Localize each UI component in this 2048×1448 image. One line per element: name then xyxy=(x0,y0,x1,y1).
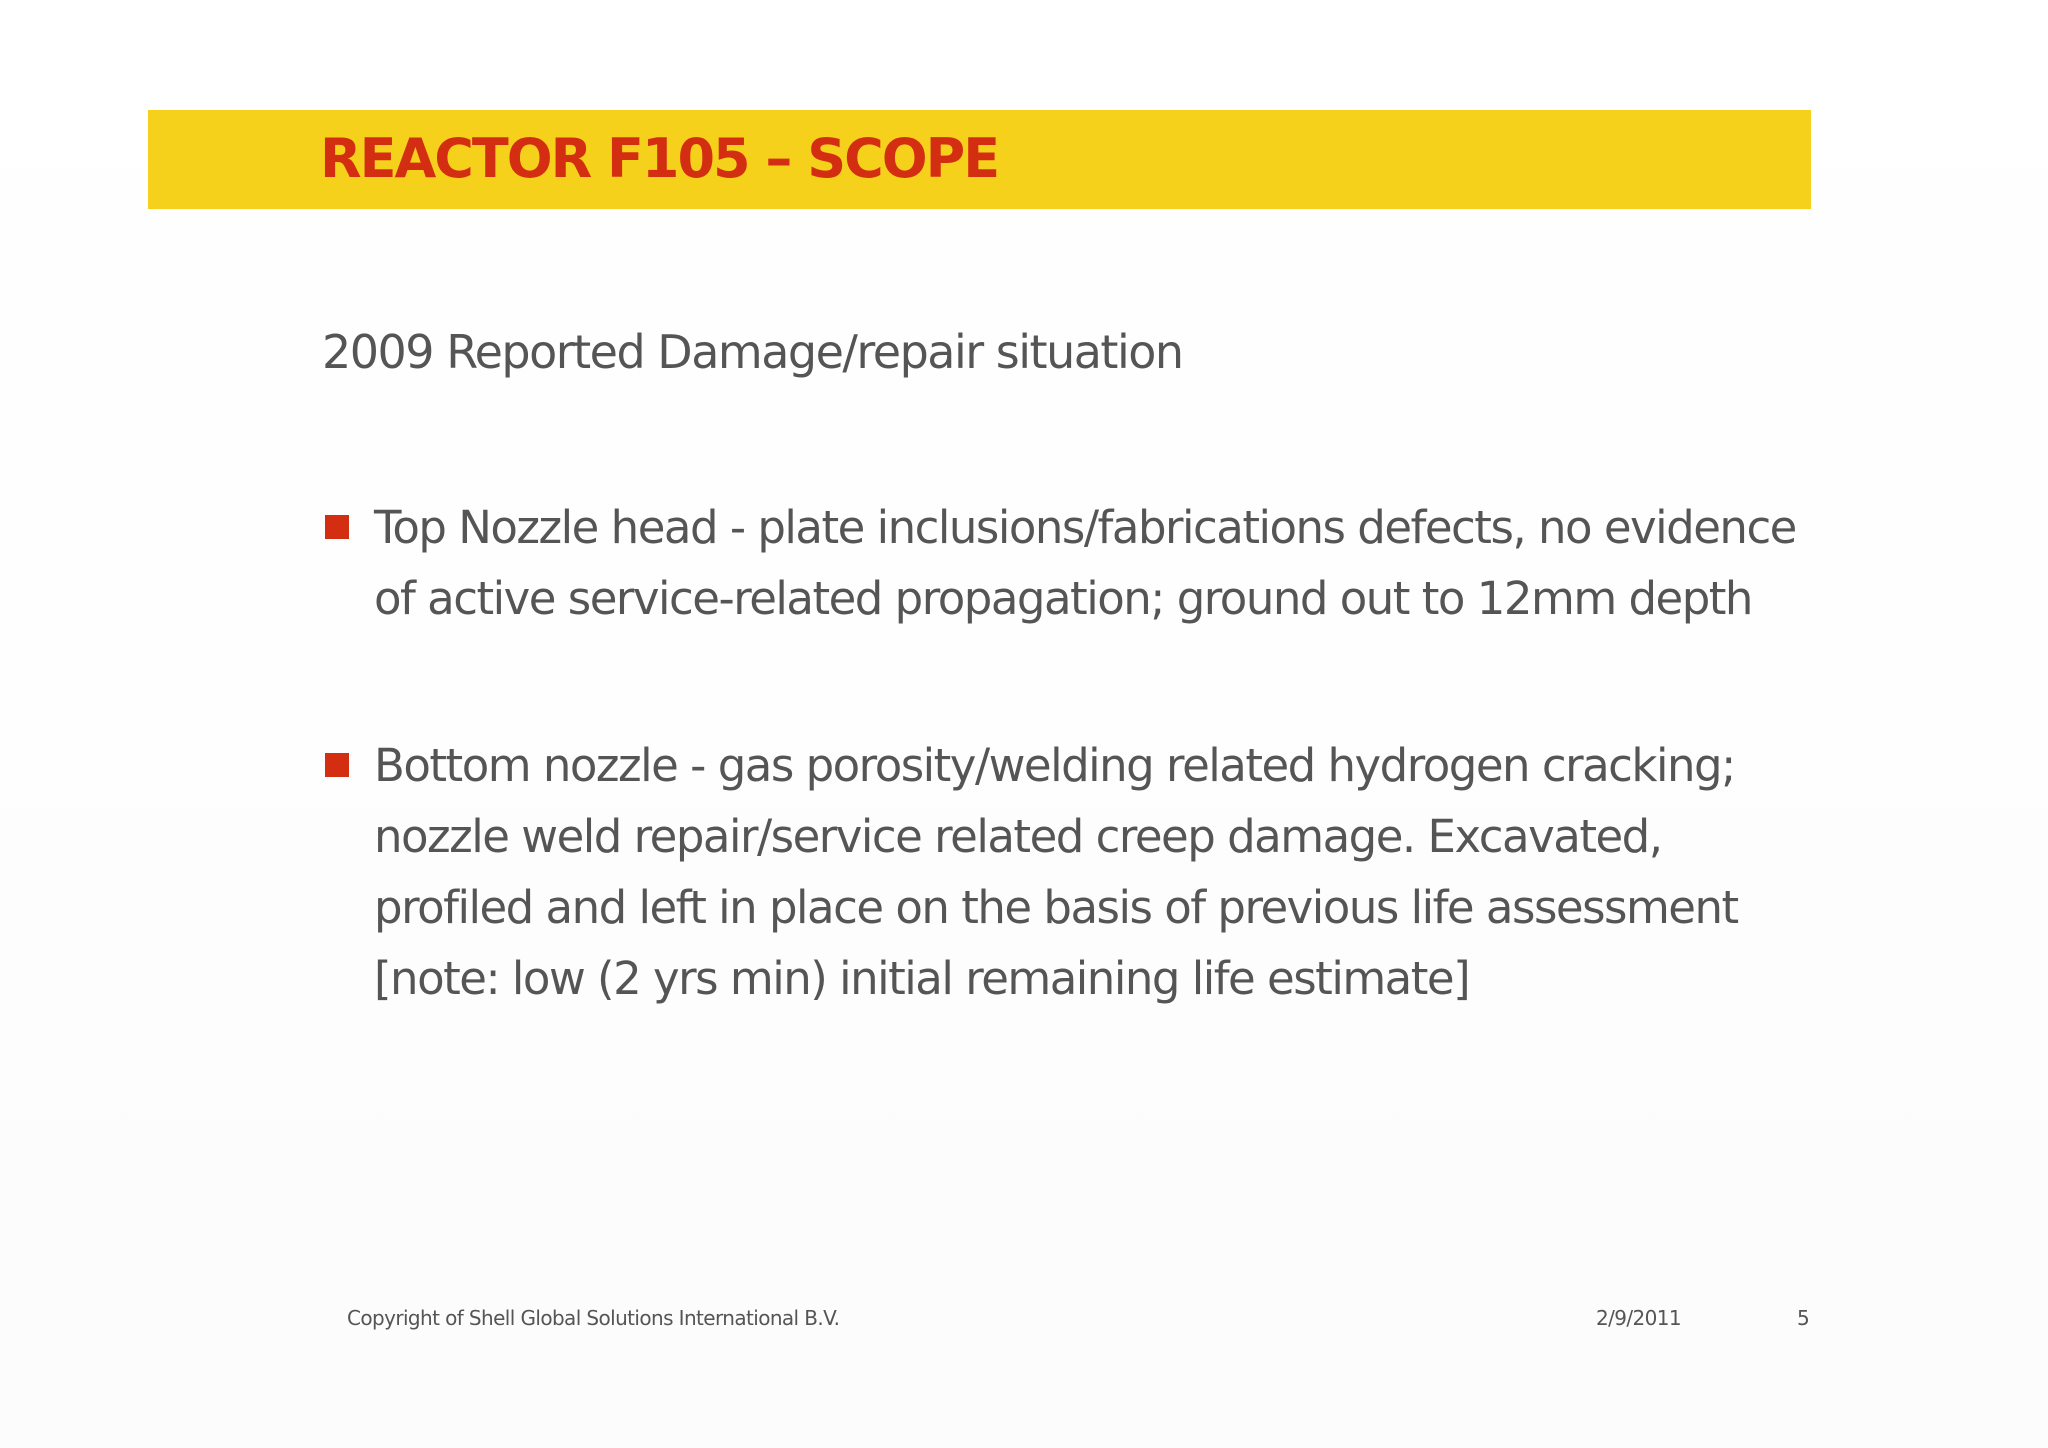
footer-date: 2/9/2011 xyxy=(1596,1306,1682,1330)
slide-title: REACTOR F105 – SCOPE xyxy=(320,127,999,190)
bullet-line: Bottom nozzle - gas porosity/welding related hydrogen cracking; xyxy=(374,739,1735,792)
bullet-line: of active service-related propagation; ground out to 12mm depth xyxy=(374,572,1752,625)
footer-copyright: Copyright of Shell Global Solutions International B.V. xyxy=(347,1306,840,1330)
slide-subheading: 2009 Reported Damage/repair situation xyxy=(322,325,1183,379)
bullet-list xyxy=(322,492,1822,1014)
bullet-line: nozzle weld repair/service related creep damage. Excavated, xyxy=(374,810,1662,863)
bullet-square-icon xyxy=(325,515,349,539)
bullet-line: profiled and left in place on the basis of previous life assessment xyxy=(374,881,1738,934)
footer-page-number: 5 xyxy=(1797,1306,1810,1330)
bullet-line: [note: low (2 yrs min) initial remaining life estimate] xyxy=(374,952,1470,1005)
bullet-line: Top Nozzle head - plate inclusions/fabrications defects, no evidence xyxy=(374,501,1796,554)
bullet-item xyxy=(322,492,1822,634)
bullet-square-icon xyxy=(325,753,349,777)
title-bar xyxy=(148,110,1811,209)
bullet-item xyxy=(322,730,1822,1014)
